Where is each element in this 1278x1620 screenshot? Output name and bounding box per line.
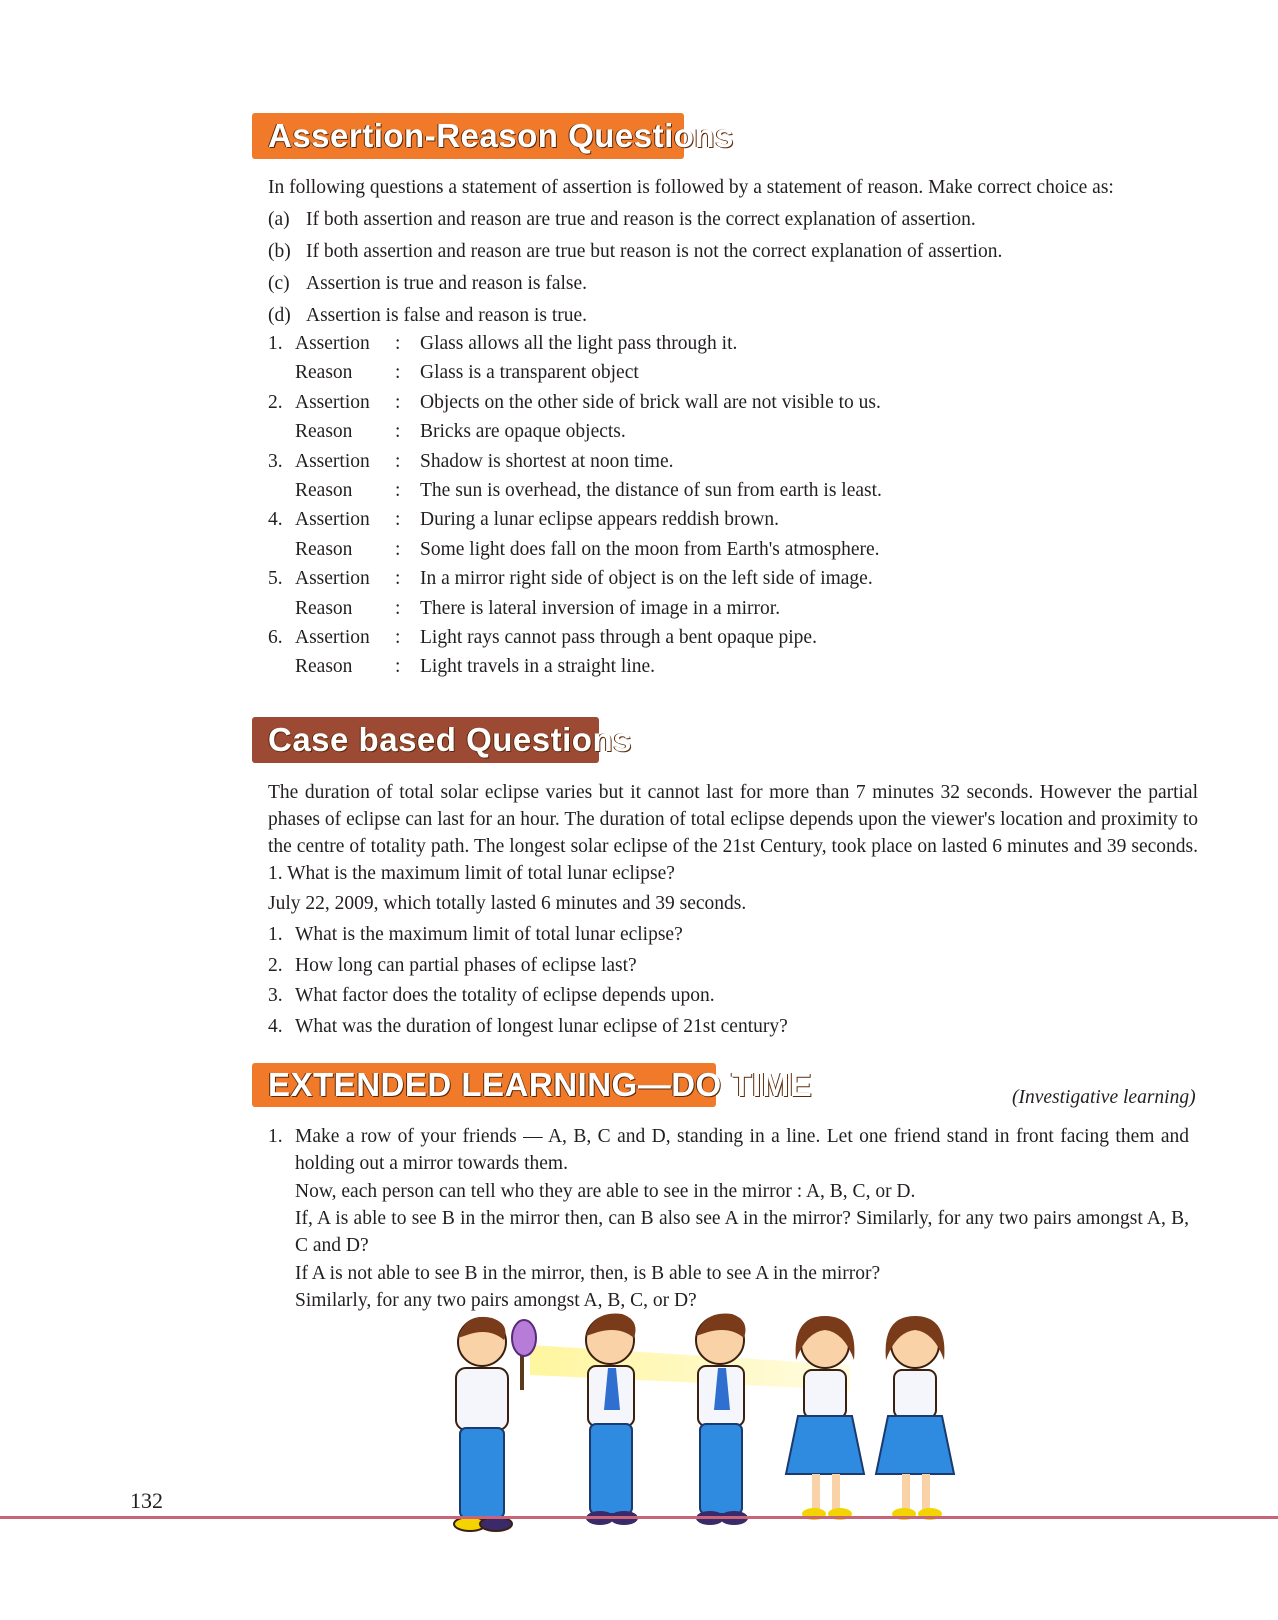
colon: : [395,627,401,648]
reason-label: Reason [295,362,353,384]
option-text: Assertion is false and reason is true. [306,305,588,326]
reason-text: Bricks are opaque objects. [420,421,626,443]
assertion-text: Glass allows all the light pass through it. [420,333,738,354]
question-text: What is the maximum limit of total lunar eclipse? [295,924,683,945]
reason-label: Reason [295,480,353,501]
extended-paragraph-1: Make a row of your friends — A, B, C and D, standing in a line. Let one friend stand in front facing them and holding out a mirror towards them. [295,1126,1189,1174]
child-b [696,1313,748,1525]
question-text: How long can partial phases of eclipse last? [295,955,637,976]
reason-label: Reason [295,538,353,560]
reason-text: The sun is overhead, the distance of sun from earth is least. [420,480,882,501]
option-text: If both assertion and reason are true but reason is not the correct explanation of assertion. [306,241,1003,262]
case-paragraph: The duration of total solar eclipse varies but it cannot last for more than 7 minutes 32 seconds. However the partial phases of eclipse can last for an hour. The duration of total eclipse depends upon the viewer's location and proximity to the centre of totality path. The longest solar eclipse of the 21st Century, took place on lasted 6 minutes and 39 seconds. 1. What is the maximum limit of total lunar eclipse? [268,782,1198,884]
colon: : [395,391,401,413]
colon: : [395,333,401,354]
option-label: (a) [268,209,290,230]
child-a [586,1313,638,1525]
colon: : [395,480,401,501]
reason-text: Some light does fall on the moon from Earth's atmosphere. [420,538,880,560]
reason-label: Reason [295,421,353,443]
footer-rule [0,1516,1278,1519]
option-a [268,206,976,233]
case-date-line: July 22, 2009, which totally lasted 6 minutes and 39 seconds. [268,893,747,914]
item-number: 1. [268,333,283,354]
assertion-text: During a lunar eclipse appears reddish brown. [420,509,780,531]
colon: : [395,656,401,678]
colon: : [395,509,401,531]
option-text: Assertion is true and reason is false. [306,273,588,294]
extended-paragraph-2: Now, each person can tell who they are able to see in the mirror : A, B, C, or D. [295,1181,916,1202]
extended-paragraph-4: If A is not able to see B in the mirror, then, is B able to see A in the mirror? [295,1263,881,1284]
child-d [876,1316,954,1520]
assertion-text: Objects on the other side of brick wall are not visible to us. [420,391,881,413]
question-number: 2. [268,955,283,976]
assertion-label: Assertion [295,391,370,413]
question-number: 1. [268,924,283,945]
children-mirror-illustration [430,1310,990,1560]
reason-text: Glass is a transparent object [420,362,639,384]
question-text: What factor does the totality of eclipse depends upon. [295,985,715,1006]
child-c [786,1316,864,1520]
option-d [268,302,587,329]
option-c [268,270,587,297]
reason-text: Light travels in a straight line. [420,656,656,678]
page-number: 132 [130,1488,163,1513]
assertion-text: In a mirror right side of object is on the left side of image. [420,568,873,590]
option-text: If both assertion and reason are true and reason is the correct explanation of assertion. [306,209,976,230]
colon: : [395,362,401,384]
assertion-label: Assertion [295,627,370,648]
reason-label: Reason [295,597,353,619]
colon: : [395,538,401,560]
option-label: (c) [268,273,290,294]
extended-number: 1. [268,1126,283,1147]
extended-learning-heading: EXTENDED LEARNING—DO TIME [252,1063,716,1107]
option-b [268,238,1002,265]
assertion-reason-intro: In following questions a statement of assertion is followed by a statement of reason. Make correct choice as: [268,177,1114,198]
assertion-text: Light rays cannot pass through a bent opaque pipe. [420,627,817,648]
item-number: 6. [268,627,283,648]
question-text: What was the duration of longest lunar eclipse of 21st century? [295,1016,788,1037]
extended-paragraph-5: Similarly, for any two pairs amongst A, B, C, or D? [295,1290,697,1311]
colon: : [395,568,401,590]
assertion-text: Shadow is shortest at noon time. [420,450,674,472]
question-number: 3. [268,985,283,1006]
assertion-label: Assertion [295,568,370,590]
colon: : [395,421,401,443]
option-label: (d) [268,305,291,326]
item-number: 3. [268,450,283,472]
extended-paragraph-3: If, A is able to see B in the mirror then, can B also see A in the mirror? Similarly, for any two pairs amongst A, B, C and D? [295,1208,1189,1256]
item-number: 4. [268,509,283,531]
option-label: (b) [268,241,291,262]
reason-label: Reason [295,656,353,678]
question-number: 4. [268,1016,283,1037]
reason-text: There is lateral inversion of image in a mirror. [420,597,781,619]
item-number: 5. [268,568,283,590]
case-based-heading: Case based Questions [252,717,599,763]
assertion-label: Assertion [295,333,370,354]
assertion-label: Assertion [295,509,370,531]
colon: : [395,450,401,472]
assertion-reason-heading: Assertion-Reason Questions [252,113,684,159]
assertion-label: Assertion [295,450,370,472]
child-with-mirror [454,1317,536,1531]
item-number: 2. [268,391,283,413]
mirror-icon [512,1320,536,1356]
investigative-tag: (Investigative learning) [1012,1087,1196,1108]
colon: : [395,597,401,619]
